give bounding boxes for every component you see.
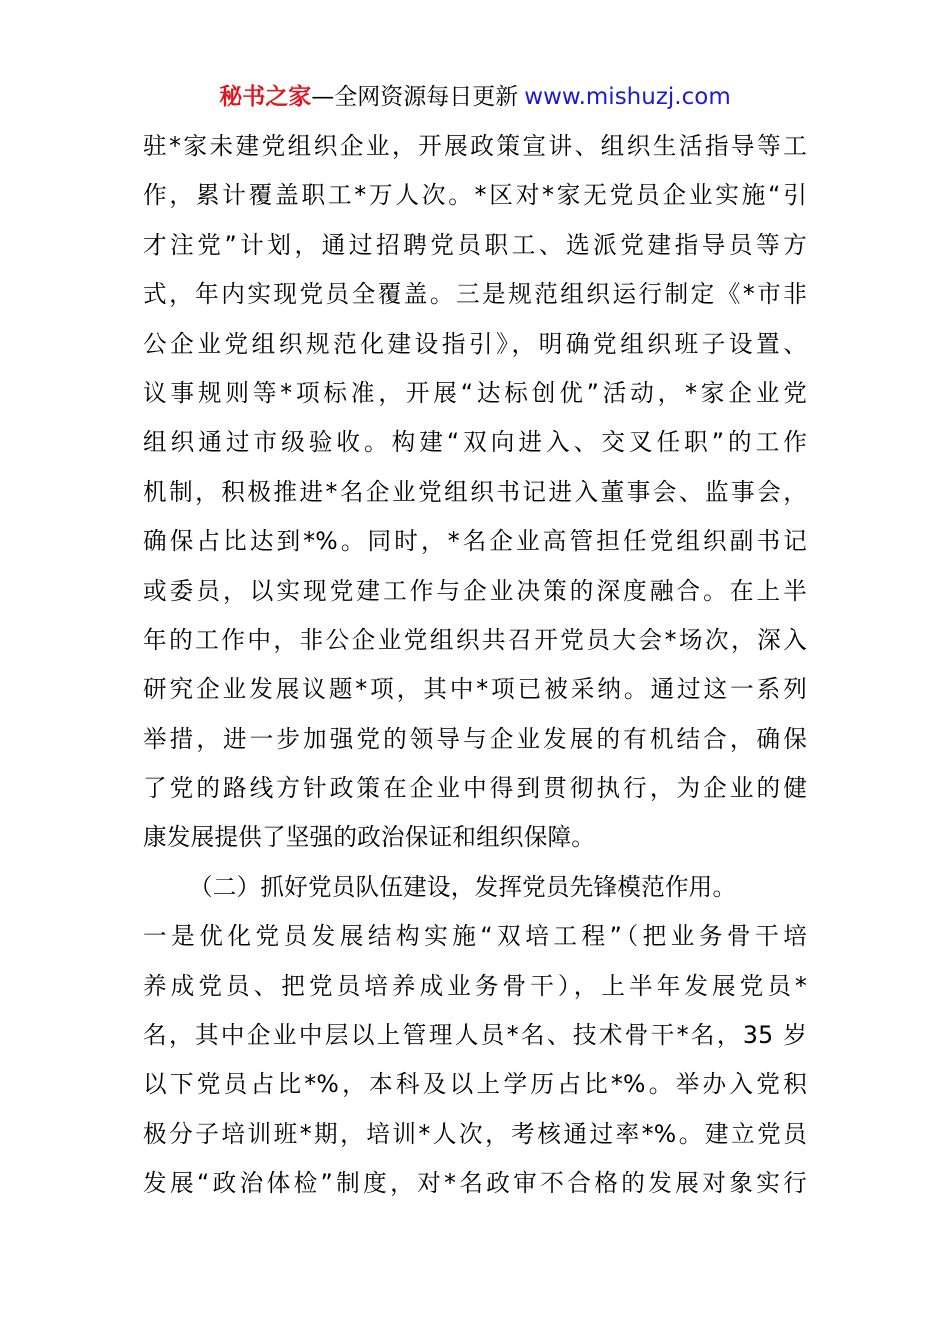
text-line: 发展“政治体检”制度，对*名政审不合格的发展对象实行 [143,1169,807,1198]
text-line: 年的工作中，非公企业党组织共召开党员大会*场次，深入 [143,625,807,654]
text-line: 组织通过市级验收。构建“双向进入、交叉任职”的工作 [143,428,807,457]
text-line: 确保占比达到*%。同时，*名企业高管担任党组织副书记 [143,527,807,556]
body-text [143,122,807,1209]
text-line: 一是优化党员发展结构实施“双培工程”（把业务骨干培 [143,922,807,951]
text-line: 名，其中企业中层以上管理人员*名、技术骨干*名，35 岁 [143,1021,807,1050]
text-line: 研究企业发展议题*项，其中*项已被采纳。通过这一系列 [143,675,807,704]
text-line: 作，累计覆盖职工*万人次。*区对*家无党员企业实施“引 [143,181,807,210]
text-line: 式，年内实现党员全覆盖。三是规范组织运行制定《*市非 [143,280,807,309]
text-line: 或委员，以实现党建工作与企业决策的深度融合。在上半 [143,576,807,605]
text-line: 以下党员占比*%，本科及以上学历占比*%。举办入党积 [143,1070,807,1099]
section-heading: （二）抓好党员队伍建设，发挥党员先锋模范作用。 [189,872,737,901]
page-header [0,80,950,114]
text-line: 康发展提供了坚强的政治保证和组织保障。 [143,823,596,852]
text-line: 驻*家未建党组织企业，开展政策宣讲、组织生活指导等工 [143,132,807,160]
text-line: 公企业党组织规范化建设指引》，明确党组织班子设置、 [143,329,807,358]
text-line: 举措，进一步加强党的领导与企业发展的有机结合，确保 [143,724,807,753]
text-line: 机制，积极推进*名企业党组织书记进入董事会、监事会， [143,477,807,506]
text-line: 极分子培训班*期，培训*人次，考核通过率*%。建立党员 [143,1119,807,1148]
site-url[interactable]: www.mishuzj.com [524,84,731,110]
header-tagline: —全网资源每日更新 [311,84,519,110]
brand-name: 秘书之家 [219,84,312,110]
text-line: 了党的路线方针政策在企业中得到贯彻执行，为企业的健 [143,774,807,803]
text-line: 才注党”计划，通过招聘党员职工、选派党建指导员等方 [143,230,807,259]
text-line: 养成党员、把党员培养成业务骨干），上半年发展党员* [143,971,807,1000]
text-line: 议事规则等*项标准，开展“达标创优”活动，*家企业党 [143,378,807,407]
